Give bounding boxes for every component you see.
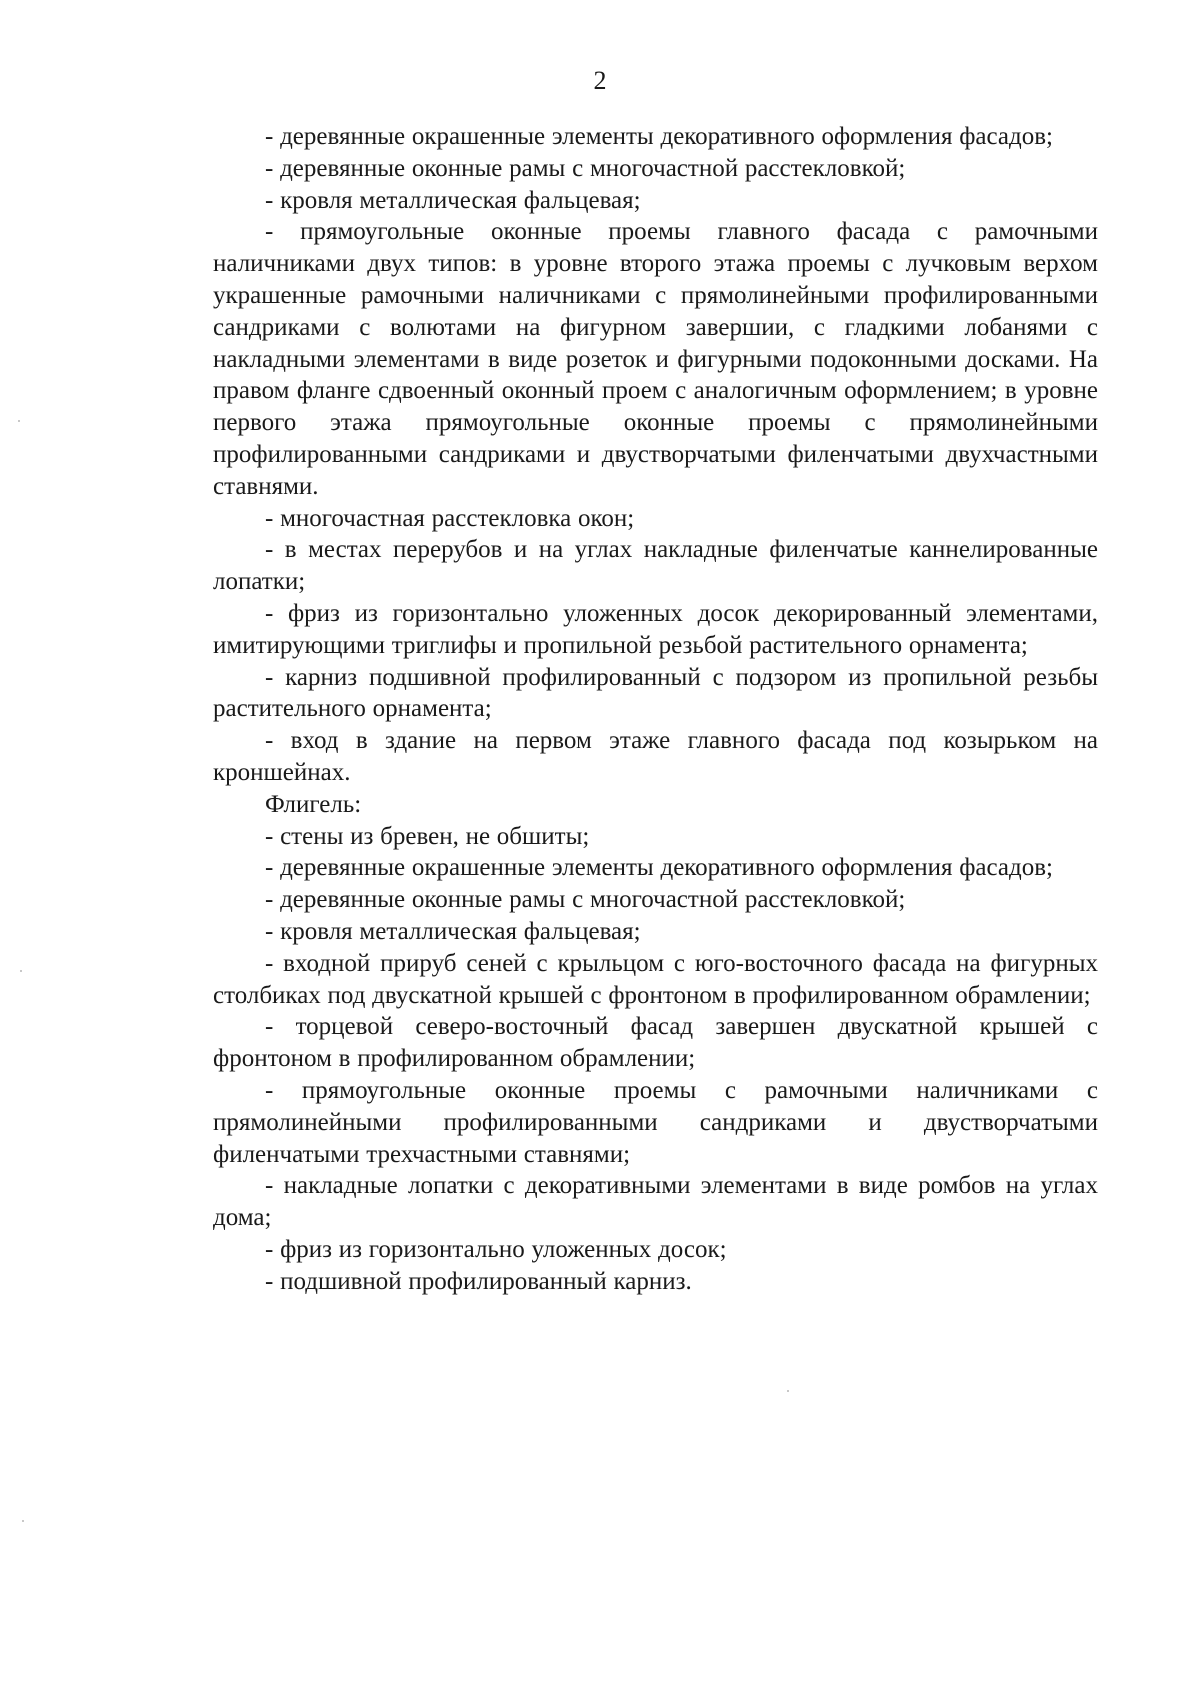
list-item: - фриз из горизонтально уложенных досок; bbox=[265, 1235, 727, 1263]
list-item: - кровля металлическая фальцевая; bbox=[265, 917, 641, 945]
scan-speck bbox=[787, 1390, 789, 1392]
list-item: - прямоугольные оконные проемы с рамочными наличниками с прямолинейными профилированными сандриками и двустворчатыми филенчатыми трехчастными ставнями; bbox=[213, 1076, 1098, 1168]
list-item: - стены из бревен, не обшиты; bbox=[265, 822, 590, 850]
scan-speck bbox=[18, 420, 20, 422]
list-item: - прямоугольные оконные проемы главного фасада с рамочными наличниками двух типов: в уровне второго этажа проемы с лучковым верхом украшенные рамочными наличниками с прямолинейными профилированными сандриками с волютами на фигурном завершии, с гладкими лобанями с накладными элементами в виде розеток и фигурными подоконными досками. На правом фланге сдвоенный оконный проем с аналогичным оформлением; в уровне первого этажа прямоугольные оконные проемы с прямолинейными профилированными сандриками и двустворчатыми филенчатыми двухчастными ставнями. bbox=[213, 218, 1098, 500]
list-item: - входной прируб сеней с крыльцом с юго-восточного фасада на фигурных столбиках под двускатной крышей с фронтоном в профилированном обрамлении; bbox=[213, 949, 1098, 1009]
list-item: - многочастная расстекловка окон; bbox=[265, 504, 635, 532]
list-item: - деревянные оконные рамы с многочастной расстекловкой; bbox=[265, 154, 906, 182]
list-item: - накладные лопатки с декоративными элементами в виде ромбов на углах дома; bbox=[213, 1172, 1098, 1232]
list-item: - карниз подшивной профилированный с подзором из пропильной резьбы растительного орнамента; bbox=[213, 663, 1098, 723]
list-item: - кровля металлическая фальцевая; bbox=[265, 186, 641, 214]
list-item: - деревянные оконные рамы с многочастной расстекловкой; bbox=[265, 886, 906, 914]
list-item: - деревянные окрашенные элементы декоративного оформления фасадов; bbox=[265, 123, 1053, 150]
list-item: - деревянные окрашенные элементы декоративного оформления фасадов; bbox=[265, 854, 1053, 882]
list-item: - вход в здание на первом этаже главного фасада под козырьком на кроншейнах. bbox=[213, 727, 1098, 786]
scan-speck bbox=[20, 970, 22, 972]
page-number: 2 bbox=[593, 66, 607, 95]
scan-speck bbox=[22, 1520, 24, 1522]
document-body bbox=[213, 121, 1098, 1297]
list-item: - подшивной профилированный карниз. bbox=[265, 1267, 692, 1295]
list-item: - в местах перерубов и на углах накладные филенчатые каннелированные лопатки; bbox=[213, 536, 1098, 596]
list-item: - фриз из горизонтально уложенных досок декорированный элементами, имитирующими триглифы и пропильной резьбой растительного орнамента; bbox=[213, 599, 1098, 659]
list-item: - торцевой северо-восточный фасад завершен двускатной крышей с фронтоном в профилированном обрамлении; bbox=[213, 1013, 1098, 1073]
section-heading: Флигель: bbox=[265, 790, 362, 818]
